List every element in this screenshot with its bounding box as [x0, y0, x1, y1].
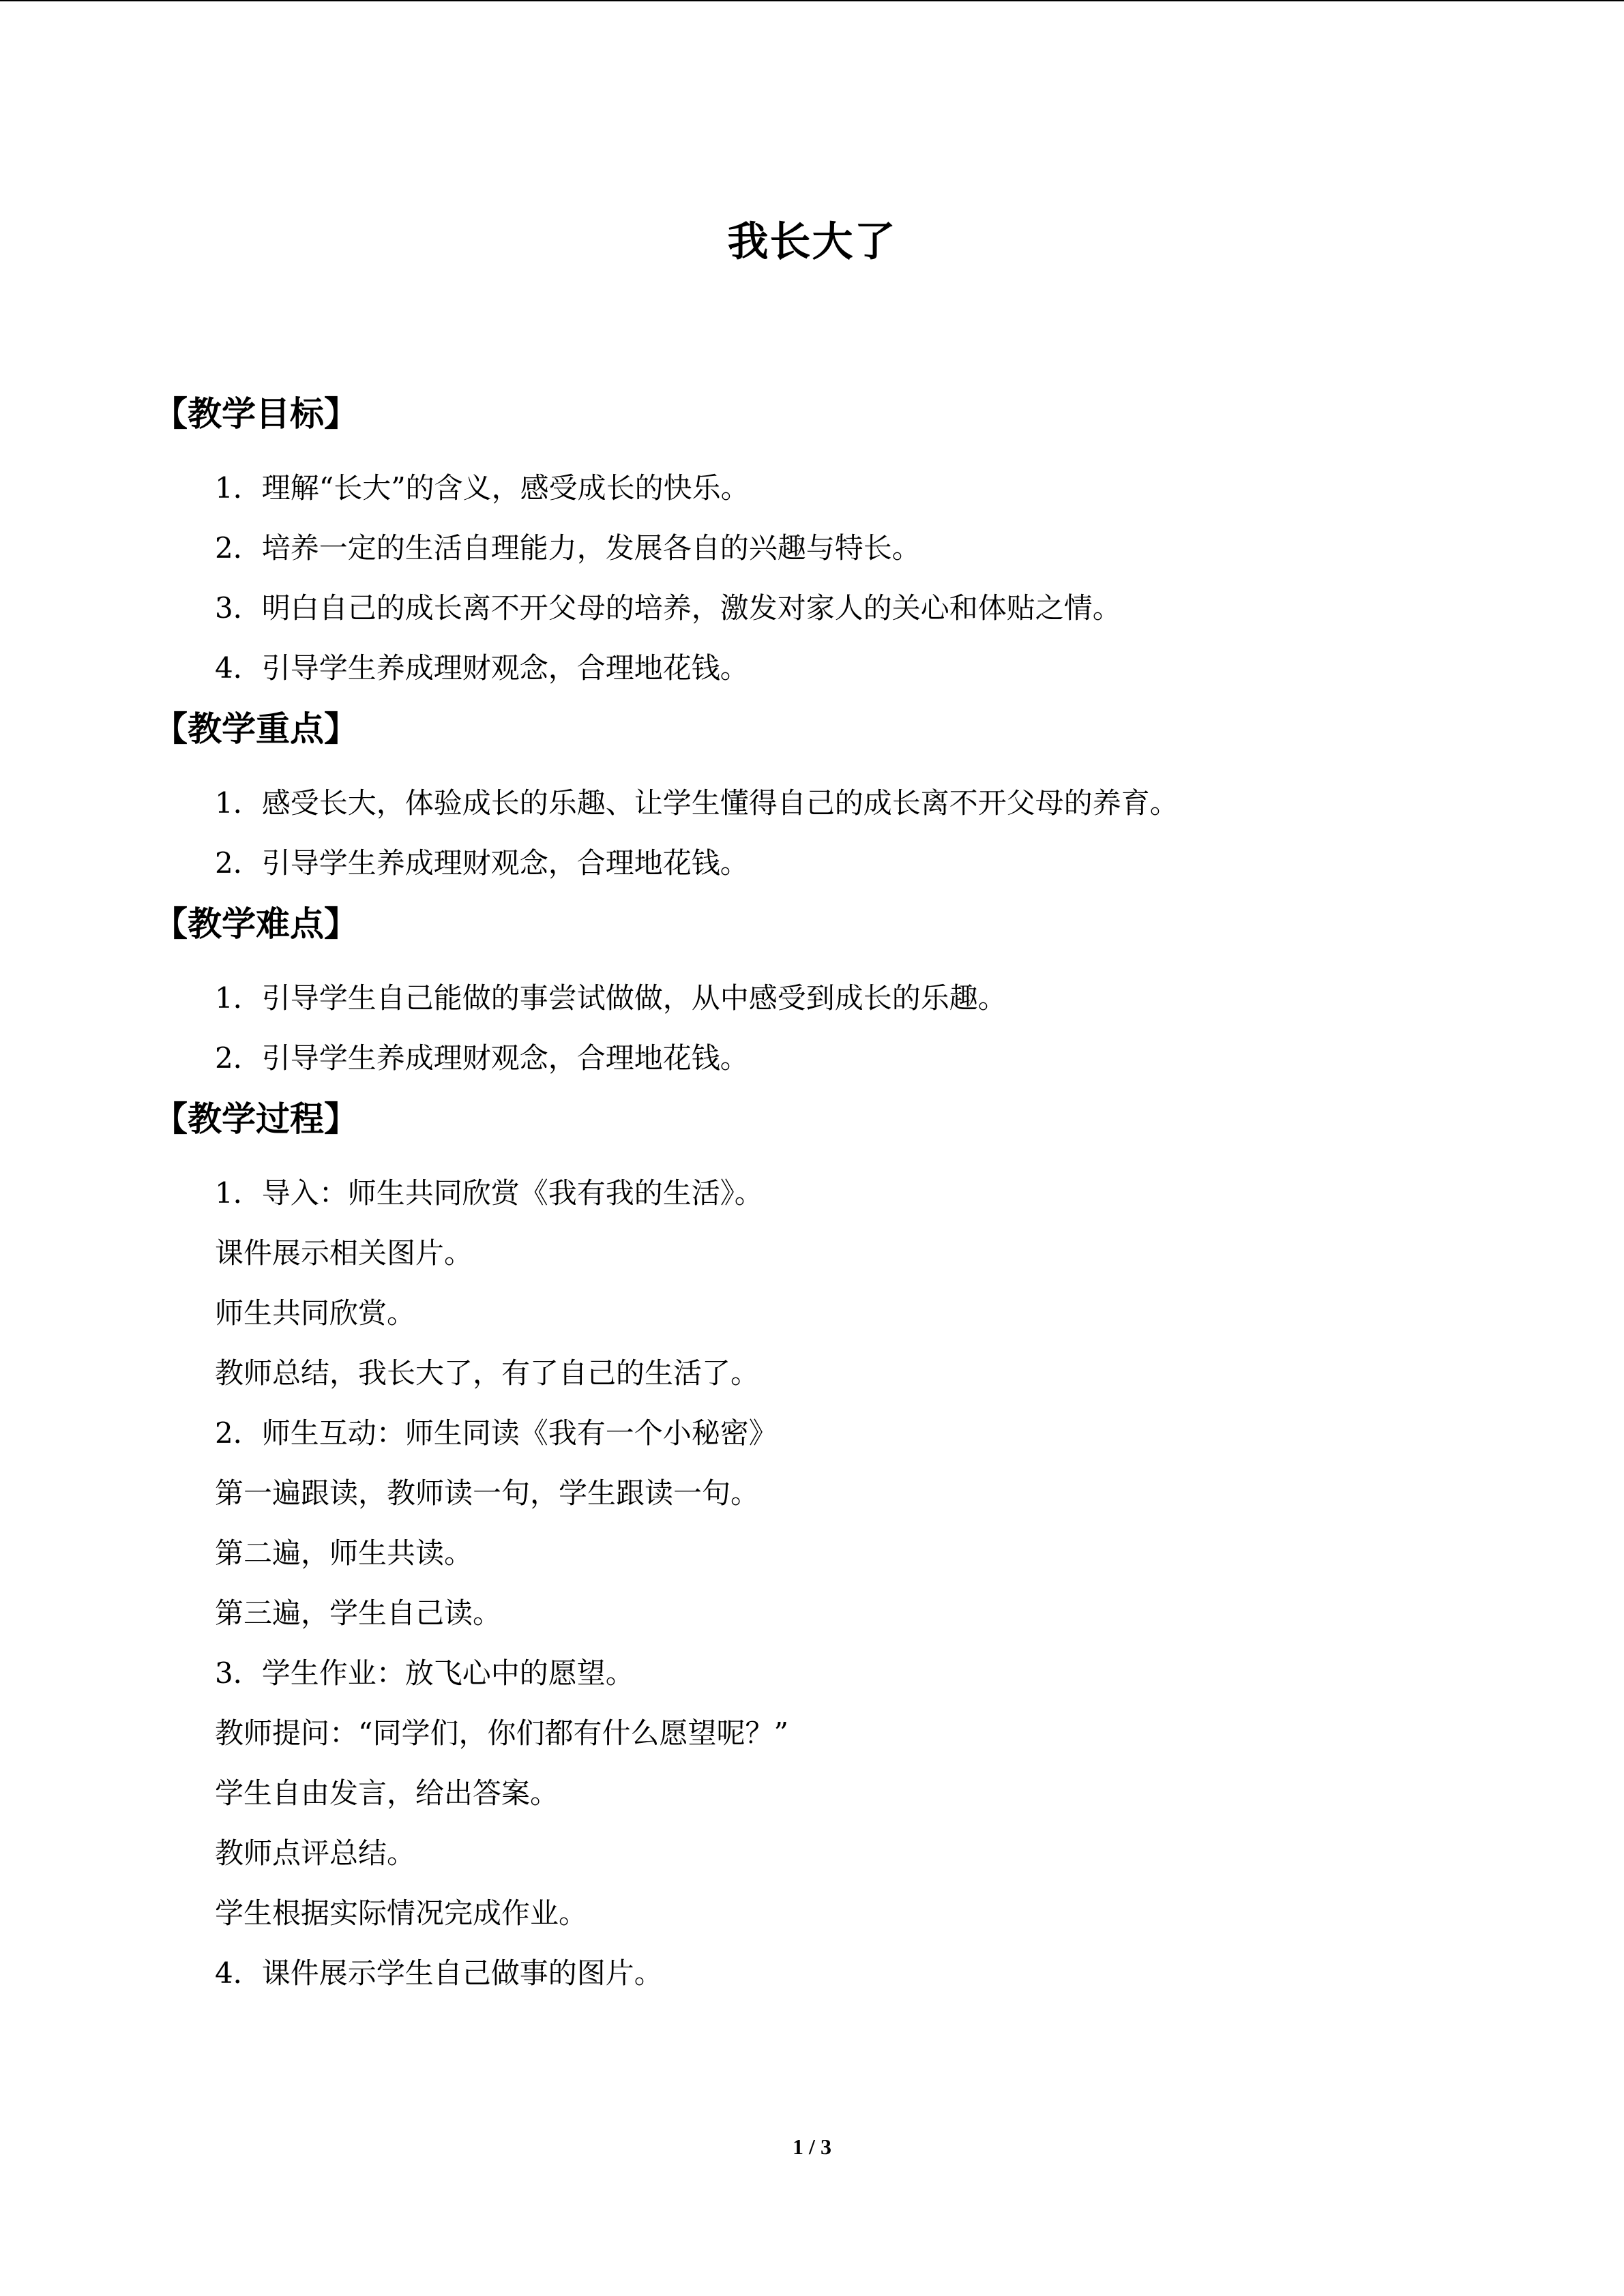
page-title: 我长大了	[727, 218, 897, 266]
process-line: 学生自由发言，给出答案。	[215, 1776, 559, 1810]
document-body	[153, 383, 1483, 2003]
difficulty-line: 1．引导学生自己能做的事尝试做做，从中感受到成长的乐趣。	[215, 981, 1007, 1015]
process-line: 教师提问：“同学们，你们都有什么愿望呢？”	[215, 1716, 788, 1750]
objective-line: 4．引导学生养成理财观念，合理地花钱。	[215, 651, 749, 685]
section-heading-key-points: 【教学重点】	[153, 709, 358, 749]
key-point-line: 2．引导学生养成理财观念，合理地花钱。	[215, 846, 749, 880]
process-line: 2．师生互动：师生同读《我有一个小秘密》	[215, 1416, 778, 1450]
objective-line: 2．培养一定的生活自理能力，发展各自的兴趣与特长。	[215, 531, 921, 565]
process-line: 师生共同欣赏。	[215, 1296, 416, 1330]
difficulty-line: 2．引导学生养成理财观念，合理地花钱。	[215, 1041, 749, 1075]
process-line: 1．导入：师生共同欣赏《我有我的生活》。	[215, 1176, 763, 1210]
section-heading-difficulties: 【教学难点】	[153, 904, 358, 944]
process-line: 第一遍跟读，教师读一句，学生跟读一句。	[215, 1476, 760, 1510]
section-heading-process: 【教学过程】	[153, 1099, 358, 1139]
process-line: 第二遍，师生共读。	[215, 1536, 473, 1570]
key-point-line: 1．感受长大，体验成长的乐趣、让学生懂得自己的成长离不开父母的养育。	[215, 786, 1179, 820]
process-line: 教师总结，我长大了，有了自己的生活了。	[215, 1356, 760, 1390]
process-line: 课件展示相关图片。	[215, 1236, 473, 1270]
process-line: 教师点评总结。	[215, 1836, 416, 1870]
page-number: 1 / 3	[793, 2134, 831, 2159]
objective-line: 1．理解“长大”的含义，感受成长的快乐。	[215, 471, 750, 505]
process-line: 3．学生作业：放飞心中的愿望。	[215, 1656, 634, 1690]
process-line: 学生根据实际情况完成作业。	[215, 1896, 588, 1930]
objective-line: 3．明白自己的成长离不开父母的培养，激发对家人的关心和体贴之情。	[215, 591, 1121, 625]
section-heading-objectives: 【教学目标】	[153, 394, 358, 434]
process-line: 4．课件展示学生自己做事的图片。	[215, 1956, 663, 1990]
process-line: 第三遍，学生自己读。	[215, 1596, 502, 1630]
